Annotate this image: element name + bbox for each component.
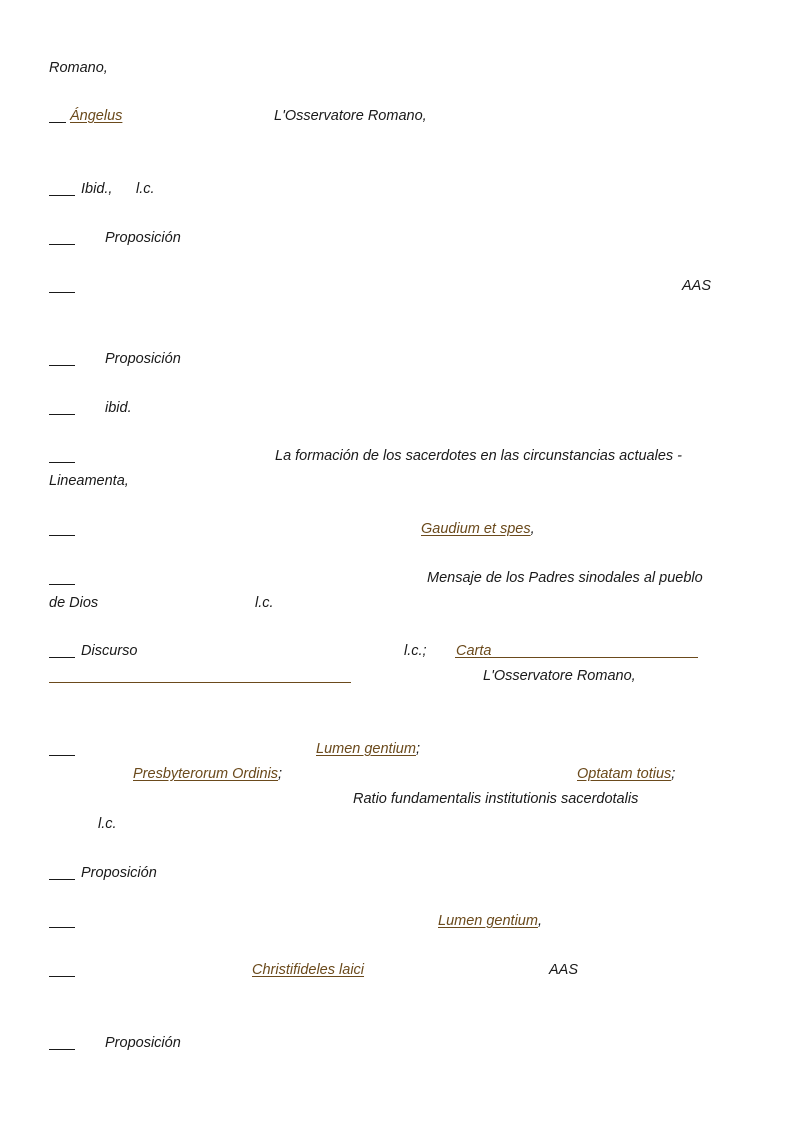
footnote-marker-12 [49, 755, 75, 756]
note-5-aas: AAS [682, 278, 712, 294]
note-14-line [438, 912, 542, 930]
carta-link[interactable]: Carta [456, 643, 492, 659]
footnote-marker-9 [49, 535, 75, 536]
note-6-text: Proposición [105, 351, 181, 367]
note-16-text: Proposición [105, 1035, 181, 1051]
footnote-marker-4 [49, 244, 75, 245]
note-10-title-cont: de Dios [49, 595, 99, 611]
note-14-comma: , [537, 913, 542, 929]
lumen-gentium-link[interactable]: Lumen gentium [316, 741, 416, 757]
note-12-lc: l.c. [98, 816, 117, 832]
christifideles-laici-link[interactable]: Christifideles laici [252, 962, 365, 978]
footnote-marker-11 [49, 657, 75, 658]
note-9-line [421, 520, 535, 538]
note-9-comma: , [530, 521, 535, 537]
footnote-marker-2 [49, 122, 66, 123]
note-3-lc: l.c. [136, 181, 155, 197]
note-11-discurso: Discurso [81, 643, 138, 659]
note-15-aas: AAS [549, 962, 579, 978]
note-10-lc: l.c. [255, 595, 274, 611]
note-8-title: La formación de los sacerdotes en las circunstancias actuales - [275, 448, 683, 464]
note-10-title: Mensaje de los Padres sinodales al pueblo [427, 570, 703, 586]
note-1-text: Romano, [49, 60, 108, 76]
footnote-marker-14 [49, 927, 75, 928]
footnote-marker-15 [49, 976, 75, 977]
note-8-lineamenta: Lineamenta, [49, 473, 129, 489]
lumen-gentium-link-2[interactable]: Lumen gentium [438, 913, 538, 929]
note-7-text: ibid. [105, 400, 132, 416]
note-11-lc: l.c.; [404, 643, 427, 659]
angelus-link[interactable]: Ángelus [70, 108, 123, 124]
note-12-sep-1: ; [415, 741, 420, 757]
note-12-ratio: Ratio fundamentalis institutionis sacerdotalis [353, 791, 639, 807]
note-12-line-1 [316, 740, 420, 758]
note-12-line-2b [577, 765, 675, 783]
footnote-marker-6 [49, 365, 75, 366]
optatam-totius-link[interactable]: Optatam totius [577, 766, 672, 782]
footnote-marker-5 [49, 292, 75, 293]
carta-link-underline [455, 657, 698, 658]
presbyterorum-ordinis-link[interactable]: Presbyterorum Ordinis [133, 766, 279, 782]
footnote-marker-8 [49, 462, 75, 463]
note-11-source: L'Osservatore Romano, [483, 668, 636, 684]
note-12-sep-2: ; [278, 766, 283, 782]
carta-link-underline-cont [49, 682, 351, 683]
note-3-ibid: Ibid., [81, 181, 113, 197]
footnote-marker-3 [49, 195, 75, 196]
note-4-text: Proposición [105, 230, 181, 246]
note-13-text: Proposición [81, 865, 157, 881]
footnote-marker-10 [49, 584, 75, 585]
footnote-marker-16 [49, 1049, 75, 1050]
footnote-marker-13 [49, 879, 75, 880]
footnote-marker-7 [49, 414, 75, 415]
gaudium-et-spes-link[interactable]: Gaudium et spes [421, 521, 531, 537]
note-12-line-2a [133, 765, 282, 783]
note-2-source: L'Osservatore Romano, [274, 108, 427, 124]
note-12-sep-3: ; [671, 766, 676, 782]
